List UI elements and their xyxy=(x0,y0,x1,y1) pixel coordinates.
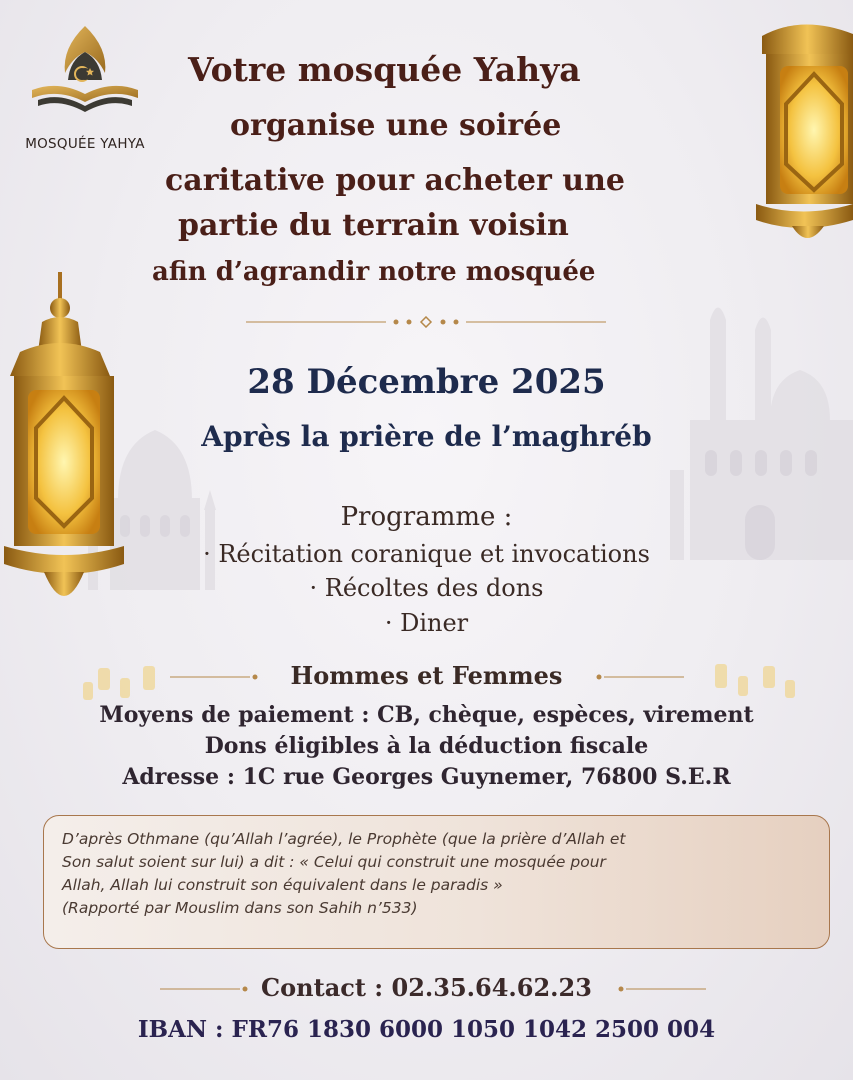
ornament-divider xyxy=(246,316,606,328)
title-line-3: caritative pour acheter une xyxy=(165,163,625,198)
hadith-quote-box xyxy=(43,815,830,949)
programme-item: · Diner xyxy=(384,609,469,637)
quote-line-1: D’après Othmane (qu’Allah l’agrée), le Prophète (que la prière d’Allah et xyxy=(62,830,626,848)
programme-title: Programme : xyxy=(340,502,513,532)
payment-methods: Moyens de paiement : CB, chèque, espèces, virement xyxy=(99,702,754,728)
mosque-book-crescent-icon xyxy=(10,18,160,134)
title-line-4: partie du terrain voisin xyxy=(178,208,569,243)
iban: IBAN : FR76 1830 6000 1050 1042 2500 004 xyxy=(137,1016,716,1043)
quote-line-3: Allah, Allah lui construit son équivalent dans le paradis » xyxy=(62,876,503,894)
title-line-5: afin d’agrandir notre mosquée xyxy=(152,257,596,287)
mosque-logo xyxy=(10,18,160,158)
logo-text: MOSQUÉE YAHYA xyxy=(25,136,145,152)
quote-line-2: Son salut soient sur lui) a dit : « Celui qui construit une mosquée pour xyxy=(62,853,606,871)
title-line-1: Votre mosquée Yahya xyxy=(188,50,581,89)
contact-divider-right xyxy=(616,984,706,994)
audience-divider-right xyxy=(594,672,684,682)
title-line-2: organise une soirée xyxy=(230,108,562,143)
event-time: Après la prière de l’maghréb xyxy=(201,420,652,453)
tax-deduction-note: Dons éligibles à la déduction fiscale xyxy=(204,733,649,759)
audience-label: Hommes et Femmes xyxy=(290,661,563,690)
programme-item: · Récoltes des dons xyxy=(309,574,544,602)
quote-reference: (Rapporté par Mouslim dans son Sahih n’533) xyxy=(62,899,418,917)
contact-phone[interactable]: Contact : 02.35.64.62.23 xyxy=(261,973,592,1002)
lantern-icon-right xyxy=(752,14,853,250)
event-date: 28 Décembre 2025 xyxy=(247,362,606,402)
address: Adresse : 1C rue Georges Guynemer, 76800 S.E.R xyxy=(122,764,731,790)
programme-item: · Récitation coranique et invocations xyxy=(203,540,650,568)
